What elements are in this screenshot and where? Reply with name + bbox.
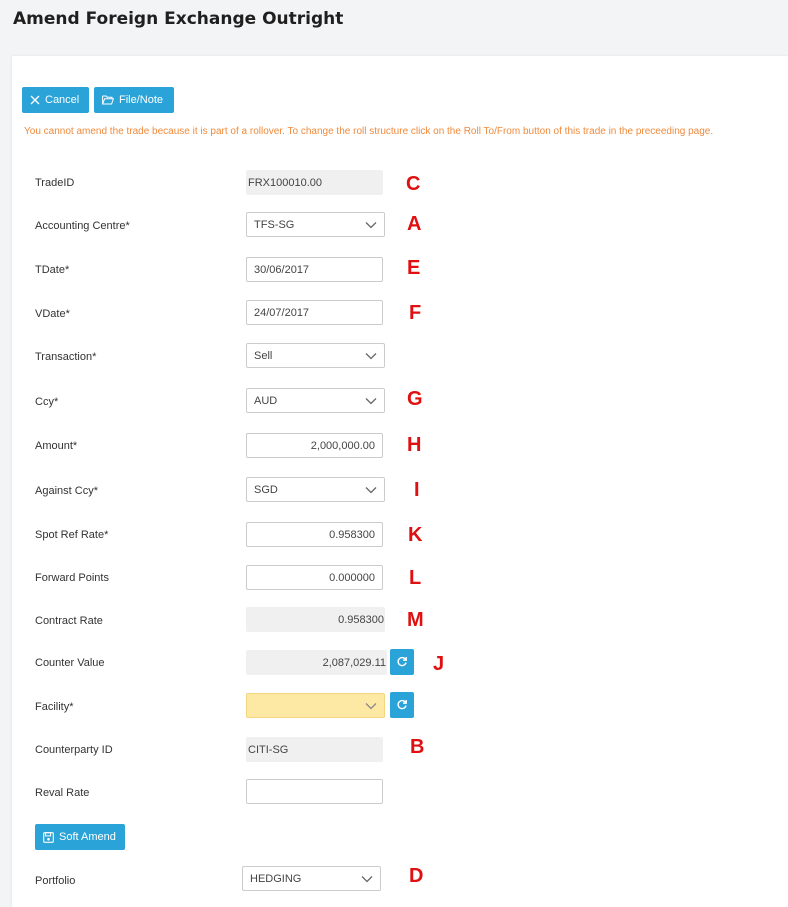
marker-k: K (408, 524, 423, 546)
accounting-centre-label: Accounting Centre* (35, 220, 130, 232)
marker-m: M (407, 609, 424, 631)
chevron-down-icon (365, 397, 377, 405)
counterparty-id-field (246, 737, 383, 762)
marker-h: H (407, 434, 422, 456)
chevron-down-icon (365, 486, 377, 494)
accounting-centre-select[interactable] (246, 212, 385, 237)
folder-open-icon (102, 95, 114, 105)
contract-rate-field (246, 607, 385, 632)
tdate-label: TDate* (35, 264, 70, 276)
contract-rate-value: 0.958300 (338, 613, 384, 626)
against-ccy-value: SGD (254, 483, 278, 496)
spot-ref-rate-label: Spot Ref Rate* (35, 529, 109, 541)
marker-l: L (409, 567, 422, 589)
forward-points-input[interactable] (246, 565, 383, 590)
cancel-label: Cancel (45, 94, 80, 106)
form-panel (12, 56, 788, 907)
trade-id-field (246, 170, 383, 195)
cancel-button[interactable] (22, 87, 89, 113)
rollover-warning: You cannot amend the trade because it is part of a rollover. To change the roll structure click on the Roll To/From button of this trade in the preceeding page. (24, 126, 714, 137)
against-ccy-select[interactable] (246, 477, 385, 502)
marker-g: G (407, 388, 423, 410)
against-ccy-label: Against Ccy* (35, 485, 98, 497)
soft-amend-button[interactable] (35, 824, 125, 850)
portfolio-select[interactable] (242, 866, 381, 891)
contract-rate-label: Contract Rate (35, 615, 103, 627)
marker-i: I (414, 479, 420, 501)
vdate-label: VDate* (35, 308, 70, 320)
refresh-icon (396, 656, 408, 668)
transaction-value: Sell (254, 349, 273, 362)
portfolio-value: HEDGING (250, 872, 302, 885)
file-note-label: File/Note (119, 94, 164, 106)
chevron-down-icon (365, 702, 377, 710)
amount-label: Amount* (35, 440, 78, 452)
close-icon (30, 95, 40, 105)
chevron-down-icon (365, 221, 377, 229)
counterparty-id-label: Counterparty ID (35, 744, 113, 756)
reval-rate-label: Reval Rate (35, 787, 90, 799)
counter-value-label: Counter Value (35, 657, 105, 669)
transaction-label: Transaction* (35, 351, 97, 363)
counter-value-value: 2,087,029.11 (322, 656, 386, 669)
counter-value-refresh-button[interactable] (390, 649, 414, 675)
file-note-button[interactable] (94, 87, 174, 113)
accounting-centre-value: TFS-SG (254, 218, 295, 231)
spot-ref-rate-input[interactable] (246, 522, 383, 547)
marker-d: D (409, 865, 424, 887)
forward-points-value: 0.000000 (329, 571, 375, 584)
amount-value: 2,000,000.00 (310, 439, 375, 452)
amount-input[interactable] (246, 433, 383, 458)
facility-label: Facility* (35, 701, 74, 713)
refresh-icon (396, 699, 408, 711)
vdate-value: 24/07/2017 (254, 306, 310, 319)
marker-j: J (433, 653, 445, 675)
trade-id-value: FRX100010.00 (248, 176, 322, 189)
trade-id-label: TradeID (35, 177, 75, 189)
counterparty-id-value: CITI-SG (248, 743, 289, 756)
tdate-input[interactable] (246, 257, 383, 282)
forward-points-label: Forward Points (35, 572, 109, 584)
ccy-value: AUD (254, 394, 278, 407)
marker-e: E (407, 257, 421, 279)
facility-select[interactable] (246, 693, 385, 718)
transaction-select[interactable] (246, 343, 385, 368)
ccy-label: Ccy* (35, 396, 59, 408)
marker-a: A (407, 213, 422, 235)
marker-c: C (406, 173, 421, 195)
chevron-down-icon (361, 875, 373, 883)
facility-refresh-button[interactable] (390, 692, 414, 718)
marker-f: F (409, 302, 422, 324)
tdate-value: 30/06/2017 (254, 263, 310, 276)
vdate-input[interactable] (246, 300, 383, 325)
chevron-down-icon (365, 352, 377, 360)
portfolio-label: Portfolio (35, 875, 76, 887)
page-title: Amend Foreign Exchange Outright (13, 9, 344, 29)
ccy-select[interactable] (246, 388, 385, 413)
soft-amend-label: Soft Amend (59, 831, 116, 843)
marker-b: B (410, 736, 425, 758)
counter-value-field (246, 650, 387, 675)
save-icon (43, 832, 54, 843)
spot-ref-rate-value: 0.958300 (329, 528, 375, 541)
reval-rate-input[interactable] (246, 779, 383, 804)
